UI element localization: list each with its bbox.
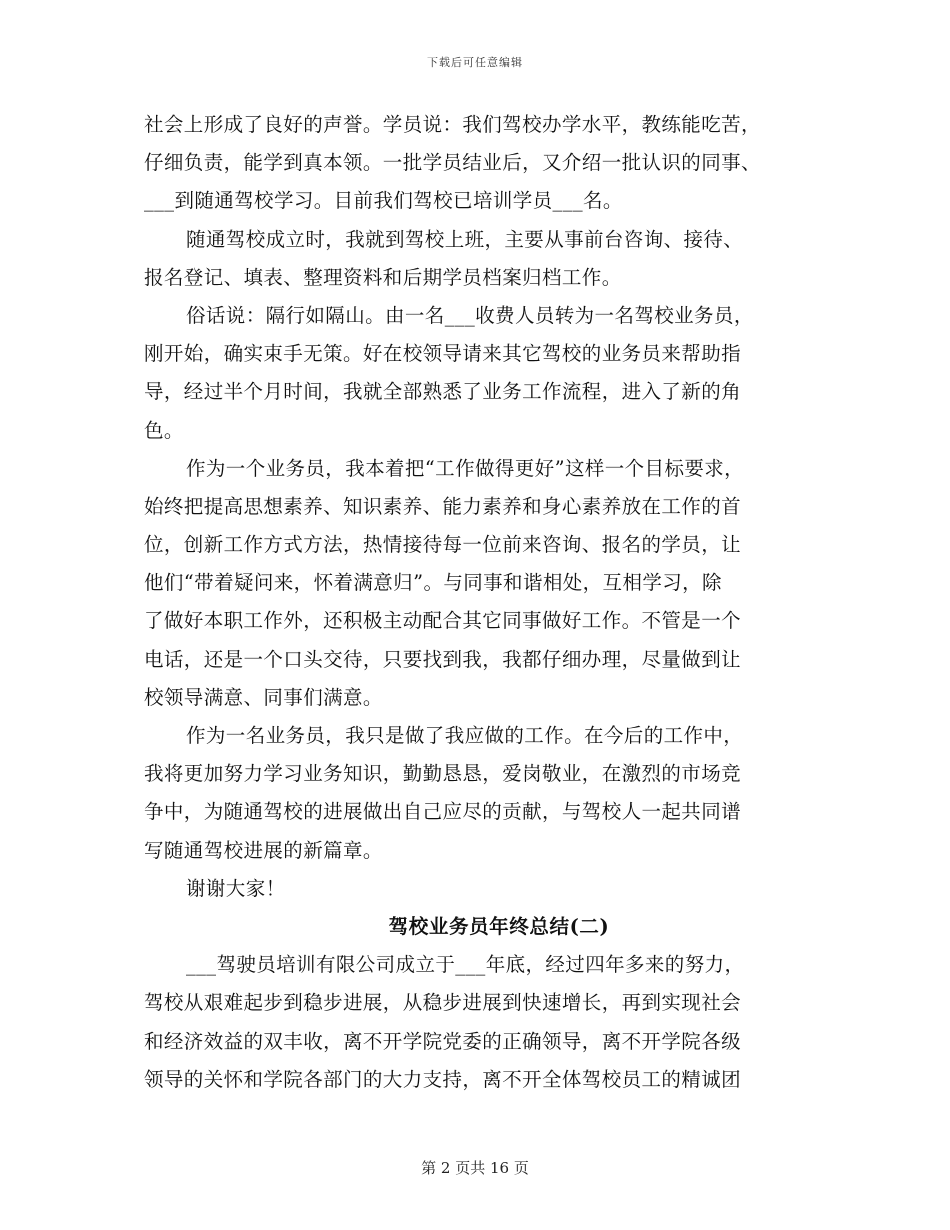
body-line: 我将更加努力学习业务知识，勤勤恳恳，爱岗敬业，在激烈的市场竞 — [144, 762, 742, 786]
body-line: 驾校从艰难起步到稳步进展，从稳步进展到快速增长，再到实现社会 — [144, 991, 742, 1015]
body-line: ___到随通驾校学习。目前我们驾校已培训学员___名。 — [144, 189, 623, 213]
body-line: 争中，为随通驾校的进展做出自己应尽的贡献，与驾校人一起共同谱 — [144, 800, 742, 824]
paragraph-start-line: 随通驾校成立时，我就到驾校上班，主要从事前台咨询、接待、 — [186, 227, 744, 251]
paragraph-start-line: 俗话说：隔行如隔山。由一名___收费人员转为一名驾校业务员， — [186, 303, 754, 327]
body-line: 了做好本职工作外，还积极主动配合其它同事做好工作。不管是一个 — [144, 609, 742, 633]
body-line: 报名登记、填表、整理资料和后期学员档案归档工作。 — [144, 265, 622, 289]
document-body — [144, 106, 806, 1099]
body-line: 他们“带着疑问来，怀着满意归”。与同事和谐相处，互相学习，除 — [144, 571, 722, 595]
body-line: 社会上形成了良好的声誉。学员说：我们驾校办学水平，教练能吃苦， — [144, 113, 761, 136]
body-line: 电话，还是一个口头交待，只要找到我，我都仔细办理，尽量做到让 — [144, 647, 742, 671]
body-line: 校领导满意、同事们满意。 — [144, 685, 383, 709]
body-line: 领导的关怀和学院各部门的大力支持，离不开全体驾校员工的精诚团 — [144, 1067, 742, 1091]
body-line: 写随通驾校进展的新篇章。 — [144, 838, 383, 862]
closing-line: 谢谢大家！ — [186, 876, 286, 900]
page-header: 下载后可任意编辑 — [427, 56, 523, 69]
body-line: 仔细负责，能学到真本领。一批学员结业后，又介绍一批认识的同事、 — [144, 151, 761, 175]
paragraph-start-line: 作为一名业务员，我只是做了我应做的工作。在今后的工作中， — [186, 724, 744, 747]
body-line: 位，创新工作方式方法，热情接待每一位前来咨询、报名的学员，让 — [144, 533, 742, 557]
body-line: 刚开始，确实束手无策。好在校领导请来其它驾校的业务员来帮助指 — [144, 342, 742, 366]
paragraph-start-line: 作为一个业务员，我本着把“工作做得更好”这样一个目标要求， — [186, 456, 745, 480]
section-title: 驾校业务员年终总结(二) — [388, 914, 610, 938]
body-line: 导，经过半个月时间，我就全部熟悉了业务工作流程，进入了新的角 — [144, 380, 742, 404]
page-footer: 第 2 页共 16 页 — [421, 1159, 529, 1177]
body-line: 始终把提高思想素养、知识素养、能力素养和身心素养放在工作的首 — [144, 494, 742, 518]
body-line: 和经济效益的双丰收，离不开学院党委的正确领导，离不开学院各级 — [144, 1029, 742, 1053]
paragraph-start-line: ___驾驶员培训有限公司成立于___年底，经过四年多来的努力， — [186, 953, 745, 977]
body-line: 色。 — [144, 418, 184, 442]
